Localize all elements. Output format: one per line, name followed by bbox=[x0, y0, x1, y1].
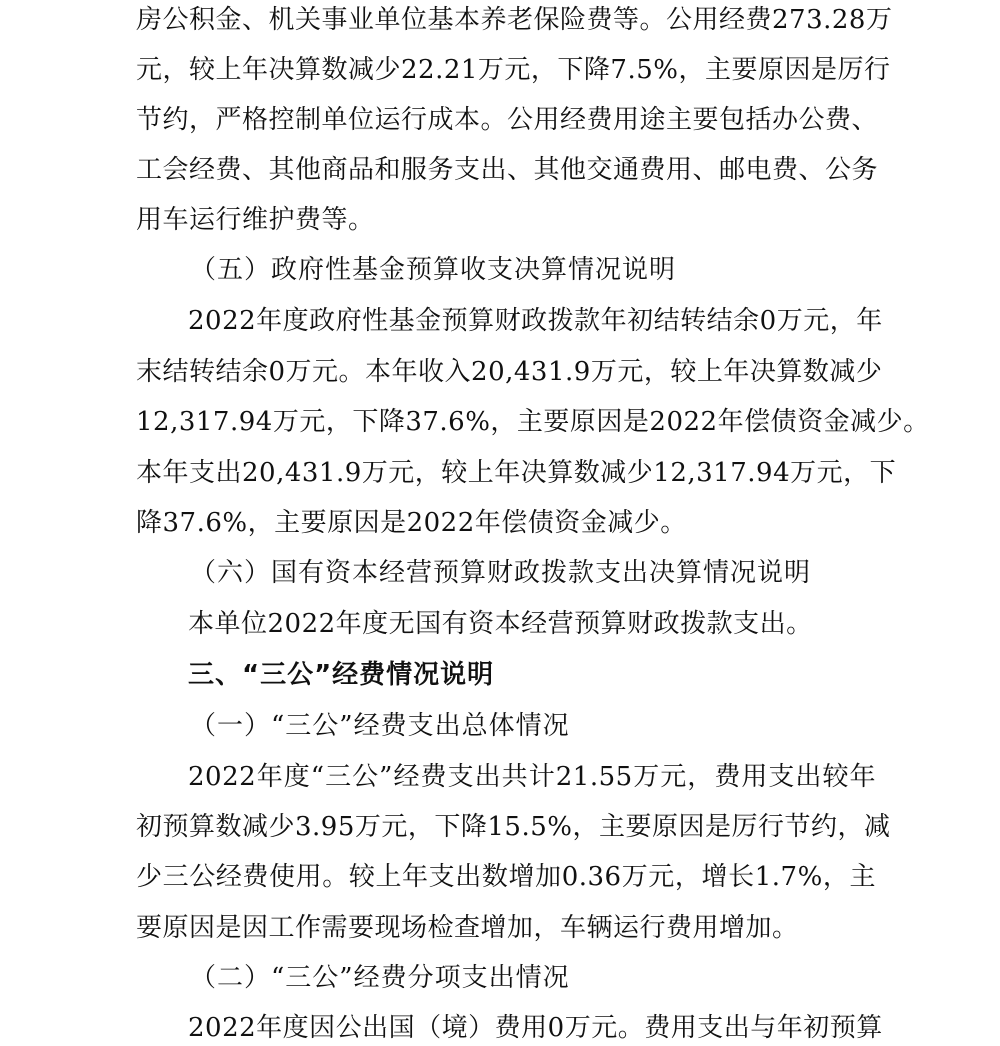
paragraph-line: 2022年度政府性基金预算财政拨款年初结转结余0万元，年 bbox=[188, 306, 883, 336]
section-heading-2: （二）“三公”经费分项支出情况 bbox=[190, 963, 570, 993]
paragraph-line: 2022年度因公出国（境）费用0万元。费用支出与年初预算 bbox=[188, 1013, 883, 1043]
paragraph-line: 12,317.94万元，下降37.6%，主要原因是2022年偿债资金减少。 bbox=[136, 407, 930, 437]
paragraph-line: 要原因是因工作需要现场检查增加，车辆运行费用增加。 bbox=[136, 913, 799, 943]
paragraph-line: 初预算数减少3.95万元，下降15.5%，主要原因是厉行节约，减 bbox=[136, 812, 891, 842]
paragraph-line: 2022年度“三公”经费支出共计21.55万元，费用支出较年 bbox=[188, 762, 876, 792]
chapter-heading-3: 三、“三公”经费情况说明 bbox=[188, 660, 495, 690]
paragraph-line: 末结转结余0万元。本年收入20,431.9万元，较上年决算数减少 bbox=[136, 357, 883, 387]
paragraph-line: 节约，严格控制单位运行成本。公用经费用途主要包括办公费、 bbox=[136, 105, 879, 135]
section-heading-1: （一）“三公”经费支出总体情况 bbox=[190, 711, 570, 741]
paragraph-line: 用车运行维护费等。 bbox=[136, 205, 375, 235]
paragraph-line: 房公积金、机关事业单位基本养老保险费等。公用经费273.28万 bbox=[136, 5, 893, 35]
section-heading-5: （五）政府性基金预算收支决算情况说明 bbox=[190, 255, 677, 285]
paragraph-line: 元，较上年决算数减少22.21万元，下降7.5%，主要原因是厉行 bbox=[136, 55, 891, 85]
paragraph-line: 工会经费、其他商品和服务支出、其他交通费用、邮电费、公务 bbox=[136, 155, 879, 185]
paragraph-line: 降37.6%，主要原因是2022年偿债资金减少。 bbox=[136, 508, 687, 538]
paragraph-line: 本年支出20,431.9万元，较上年决算数减少12,317.94万元，下 bbox=[136, 458, 897, 488]
section-heading-6: （六）国有资本经营预算财政拨款支出决算情况说明 bbox=[190, 558, 812, 588]
paragraph-line: 少三公经费使用。较上年支出数增加0.36万元，增长1.7%，主 bbox=[136, 862, 876, 892]
paragraph-line: 本单位2022年度无国有资本经营预算财政拨款支出。 bbox=[188, 609, 813, 639]
